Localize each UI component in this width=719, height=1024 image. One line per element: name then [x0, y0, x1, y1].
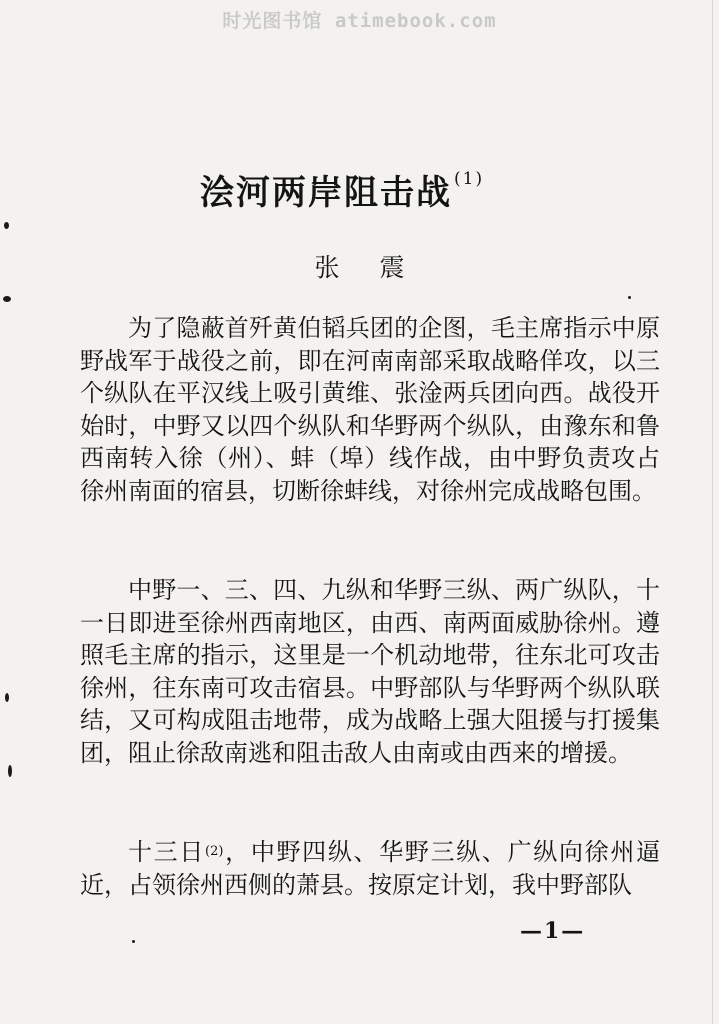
paragraph-3-footnote-mark: (2): [205, 844, 224, 859]
scan-speck: [628, 296, 631, 299]
page-number: —1—: [520, 918, 586, 944]
paragraph-3-rest: ，中野四纵、华野三纵、广纵向徐州逼近，占领徐州西侧的萧县。按原定计划，我中野部队: [80, 838, 661, 899]
scan-speck: [132, 940, 135, 943]
page-edge: [712, 0, 713, 1024]
article-title: [200, 165, 485, 214]
scan-speck: [8, 765, 12, 777]
paragraph-1: 为了隐蔽首歼黄伯韬兵团的企图，毛主席指示中原野战军于战役之前，即在河南南部采取战略佯攻，以三个纵队在平汉线上吸引黄维、张淦两兵团向西。战役开始时，中野又以四个纵队和华野两个纵队，由豫东和鲁西南转入徐（州）、蚌（埠）线作战，由中野负责攻占徐州南面的宿县，切断徐蚌线，对徐州完成战略包围。: [80, 314, 660, 505]
article-title-text: 浍河两岸阻击战: [200, 173, 452, 213]
scan-speck: [5, 693, 9, 702]
scan-speck: [3, 296, 11, 302]
author: 张震: [314, 253, 445, 282]
watermark: 时光图书馆 atimebook.com: [222, 10, 497, 32]
title-footnote-mark: (1): [454, 169, 485, 189]
paragraph-3: [80, 836, 660, 901]
paragraph-3-start: 十三日: [128, 838, 206, 866]
paragraph-2: 中野一、三、四、九纵和华野三纵、两广纵队，十一日即进至徐州西南地区，由西、南两面威胁徐州。遵照毛主席的指示，这里是一个机动地带，往东北可攻击徐州，往东南可攻击宿县。中野部队与华野两个纵队联结，又可构成阻击地带，成为战略上强大阻援与打援集团，阻止徐敌南逃和阻击敌人由南或由西来的增援。: [80, 576, 660, 767]
scan-speck: [4, 222, 9, 229]
